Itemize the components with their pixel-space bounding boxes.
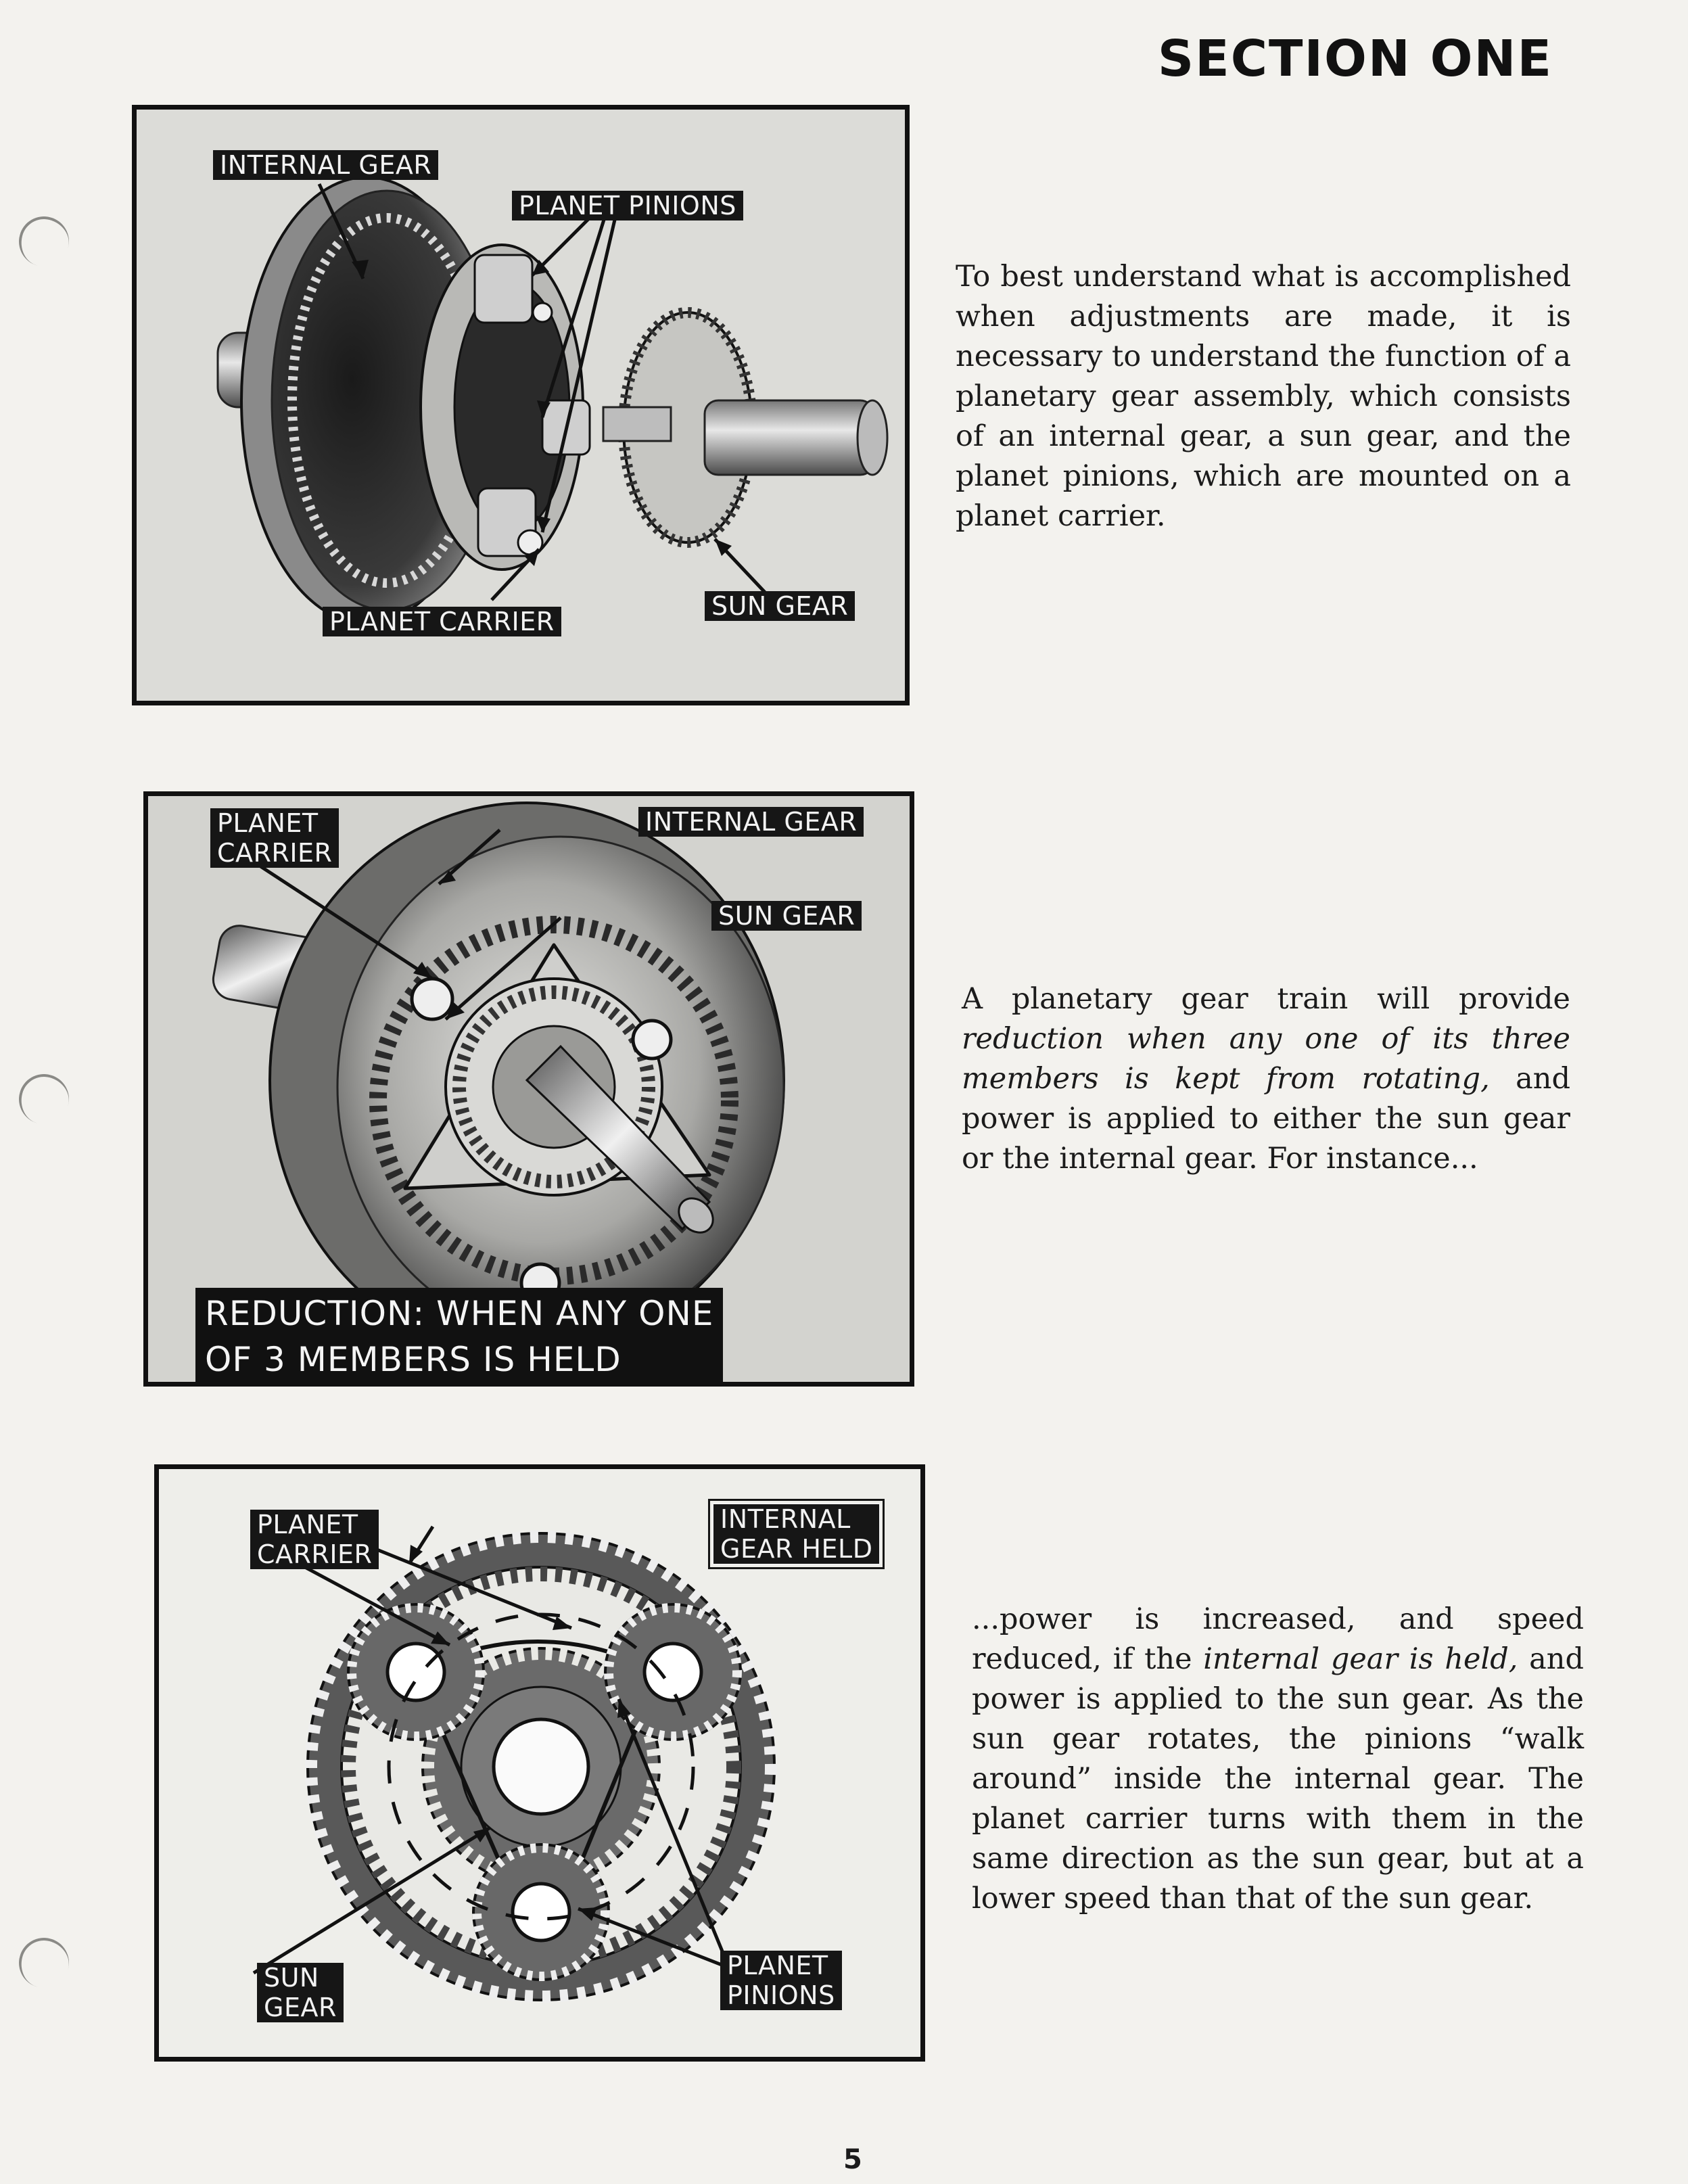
paragraph-reduction (962, 979, 1570, 1179)
label-internal-gear: INTERNAL GEAR (213, 150, 438, 180)
label-planet-carrier: PLANET CARRIER (210, 808, 339, 868)
label-planet-pinions: PLANET PINIONS (720, 1951, 842, 2010)
label-sun-gear: SUN GEAR (705, 591, 855, 621)
paragraph-text: A planetary gear train will provide (962, 982, 1570, 1016)
paragraph-text: and power is applied to the sun gear. As the sun gear rotates, the pinions “walk around” inside the internal gear. The planet carrier turns with them in the same direction as the sun gear, but at a lower speed than that of the sun gear. (972, 1642, 1585, 1915)
binder-hole (14, 1069, 75, 1130)
label-sun-gear: SUN GEAR (711, 901, 862, 931)
paragraph-emphasis: reduction when any one of its three members is kept from rotating, (962, 1022, 1570, 1096)
paragraph-text: and power is applied to either the sun gear or the internal gear. For instance... (962, 1062, 1570, 1176)
label-internal-gear: INTERNAL GEAR (638, 807, 864, 837)
label-planet-carrier: PLANET CARRIER (323, 607, 561, 636)
paragraph-intro: To best understand what is accomplished when adjustments are made, it is necessary to understand the function of a planetary gear assembly, which consists of an internal gear, a sun gear, and the planet pinions, which are mounted on a planet carrier. (956, 260, 1571, 533)
figure-gearset-diagram (154, 1464, 925, 2062)
figure-caption: REDUCTION: WHEN ANY ONE OF 3 MEMBERS IS HELD (195, 1288, 723, 1385)
label-planet-carrier: PLANET CARRIER (250, 1510, 379, 1569)
paragraph-internal-gear-held (972, 1600, 1584, 1919)
page-number: 5 (843, 2144, 862, 2175)
section-title: SECTION ONE (1157, 30, 1553, 88)
label-planet-pinions: PLANET PINIONS (512, 191, 743, 220)
paragraph-emphasis: internal gear is held, (1203, 1642, 1518, 1676)
binder-hole (14, 211, 75, 273)
binder-hole (14, 1932, 75, 1994)
figure-assembled-gearset (143, 791, 914, 1387)
label-internal-gear-held: INTERNAL GEAR HELD (712, 1503, 881, 1565)
label-sun-gear: SUN GEAR (257, 1963, 344, 2022)
paragraph-text: ...power is increased, and speed reduced, if the (972, 1602, 1584, 1676)
figure-exploded-gearset (132, 105, 910, 705)
